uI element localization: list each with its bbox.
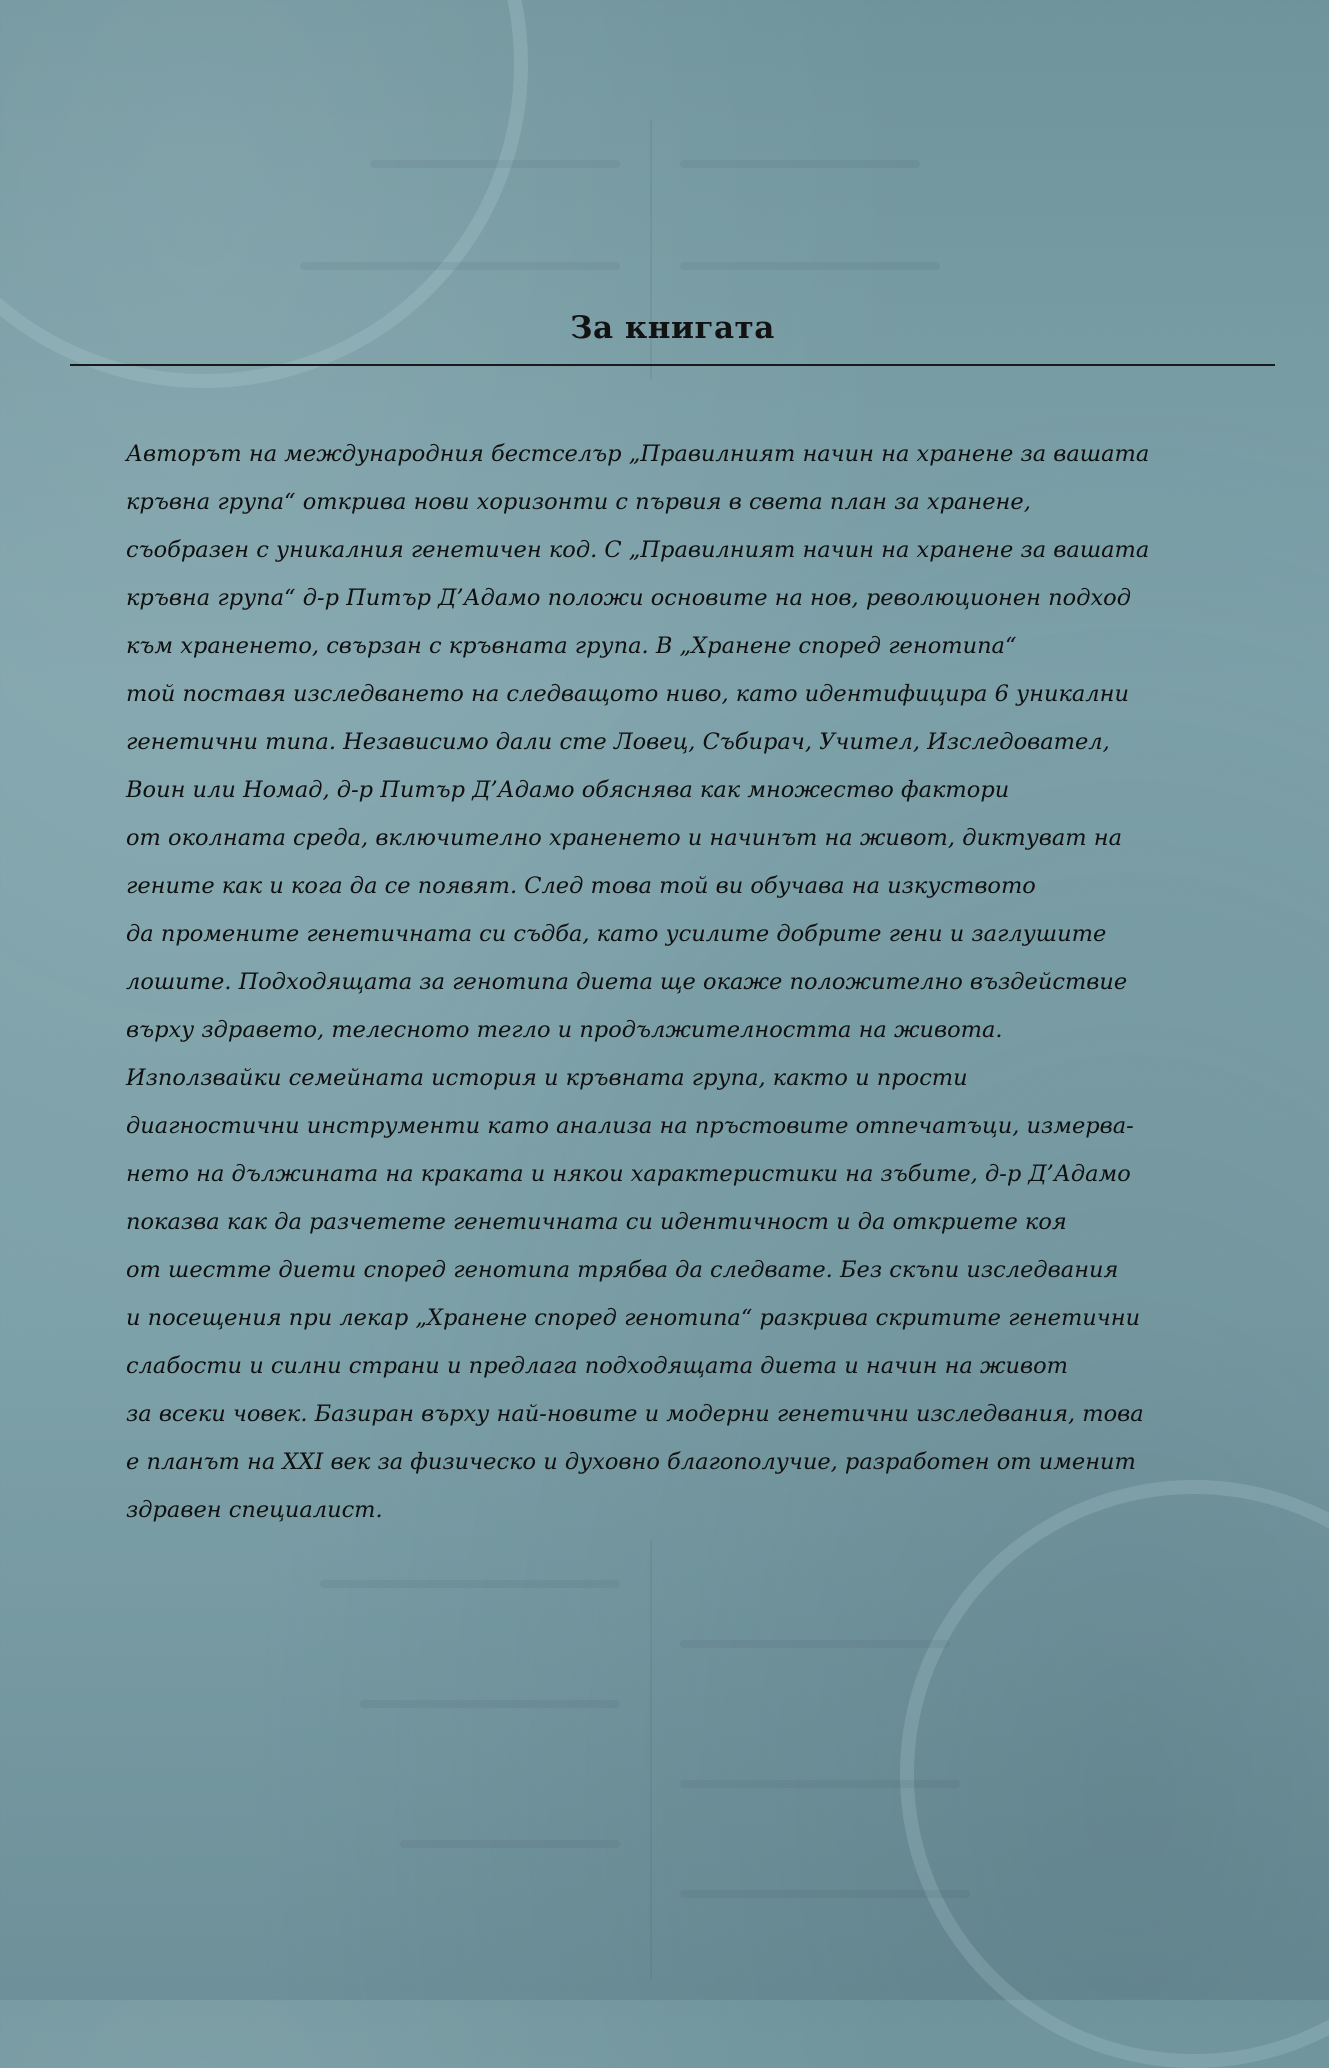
show-through-decoration bbox=[900, 1480, 1329, 2068]
text-line: диагностични инструменти като анализа на пръстовите отпечатъци, измерва- bbox=[126, 1113, 1134, 1139]
show-through-line bbox=[320, 1580, 620, 1588]
text-line: за всеки човек. Базиран върху най-новите и модерни генетични изследвания, това bbox=[126, 1401, 1144, 1427]
section-heading: За книгата bbox=[570, 310, 775, 346]
text-line: и посещения при лекар „Хранене според генотипа“ разкрива скритите генетични bbox=[126, 1305, 1141, 1331]
text-line: генетични типа. Независимо дали сте Ловец, Събирач, Учител, Изследовател, bbox=[126, 729, 1110, 755]
text-line: съобразен с уникалния генетичен код. С „Правилният начин на хранене за вашата bbox=[126, 537, 1150, 563]
show-through-line bbox=[400, 1840, 620, 1848]
text-line: гените как и кога да се появят. След това той ви обучава на изкуството bbox=[126, 873, 1036, 899]
show-through-line bbox=[680, 1890, 970, 1898]
text-line: той поставя изследването на следващото ниво, като идентифицира 6 уникални bbox=[126, 681, 1129, 707]
text-line: Авторът на международния бестселър „Правилният начин на хранене за вашата bbox=[126, 441, 1150, 467]
text-line: кръвна група“ д-р Питър Д’Адамо положи основите на нов, революционен подход bbox=[126, 585, 1131, 611]
text-line: от околната среда, включително храненето и начинът на живот, диктуват на bbox=[126, 825, 1122, 851]
show-through-line bbox=[680, 160, 920, 168]
text-line: кръвна група“ открива нови хоризонти с първия в света план за хранене, bbox=[126, 489, 1031, 515]
show-through-line bbox=[680, 1640, 950, 1648]
show-through-line bbox=[680, 262, 940, 270]
text-line: върху здравето, телесното тегло и продължителността на живота. bbox=[126, 1017, 1003, 1043]
text-line: нето на дължината на краката и някои характеристики на зъбите, д-р Д’Адамо bbox=[126, 1161, 1131, 1187]
text-line: лошите. Подходящата за генотипа диета ще окаже положително въздействие bbox=[126, 969, 1128, 995]
heading-rule bbox=[70, 364, 1275, 366]
text-line: да промените генетичната си съдба, като усилите добрите гени и заглушите bbox=[126, 921, 1107, 947]
text-line: Воин или Номад, д-р Питър Д’Адамо обяснява как множество фактори bbox=[126, 777, 1010, 803]
show-through-line bbox=[680, 1780, 960, 1788]
text-line: слабости и силни страни и предлага подходящата диета и начин на живот bbox=[126, 1353, 1069, 1379]
show-through-line bbox=[300, 262, 620, 270]
text-line: Използвайки семейната история и кръвната група, както и прости bbox=[126, 1065, 968, 1091]
book-description bbox=[126, 430, 1226, 1534]
show-through-line bbox=[360, 1700, 620, 1708]
text-line: здравен специалист. bbox=[126, 1497, 383, 1523]
section-header bbox=[70, 310, 1275, 370]
text-line: е планът на XXI век за физическо и духовно благополучие, разработен от именит bbox=[126, 1449, 1136, 1475]
text-line: към храненето, свързан с кръвната група. В „Хранене според генотипа“ bbox=[126, 633, 1017, 659]
text-line: от шестте диети според генотипа трябва да следвате. Без скъпи изследвания bbox=[126, 1257, 1119, 1283]
show-through-line bbox=[370, 160, 620, 168]
text-line: показва как да разчетете генетичната си идентичност и да откриете коя bbox=[126, 1209, 1067, 1235]
show-through-divider bbox=[650, 1540, 652, 1980]
